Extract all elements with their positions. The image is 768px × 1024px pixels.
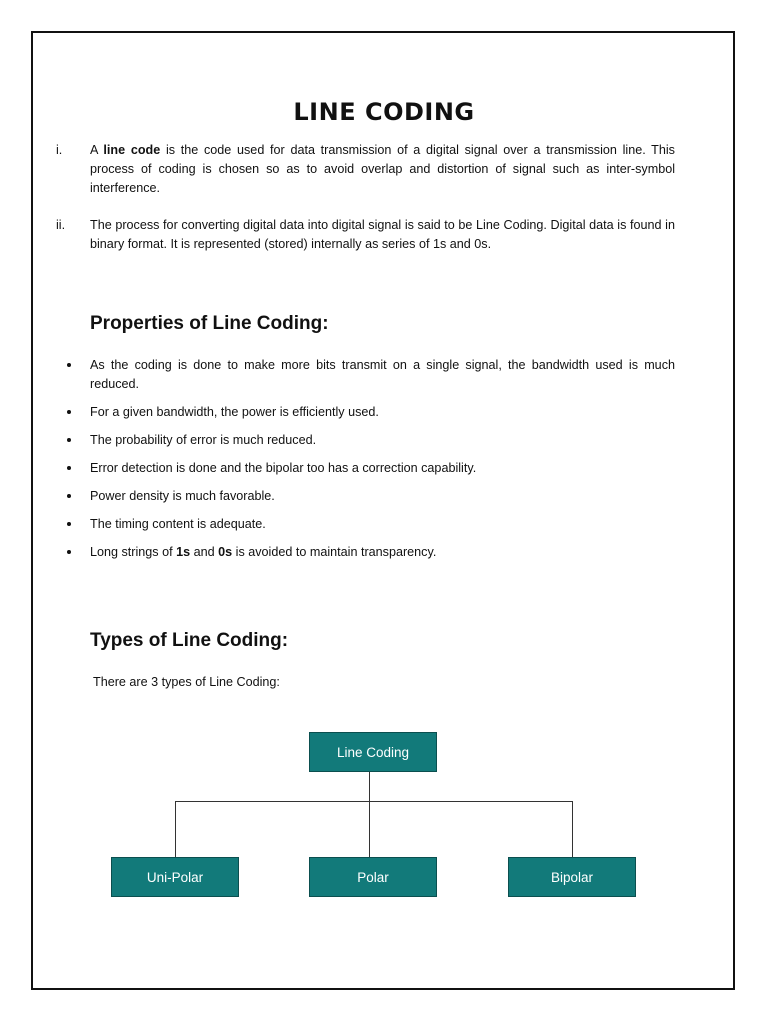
property-item xyxy=(90,459,675,478)
document-title: LINE CODING xyxy=(293,98,475,126)
property-text: Power density is much favorable. xyxy=(90,489,275,503)
properties-heading: Properties of Line Coding: xyxy=(90,313,329,334)
property-item xyxy=(90,403,675,422)
property-item xyxy=(90,543,675,562)
bullet-icon xyxy=(67,363,71,367)
diagram-box-uni-polar: Uni-Polar xyxy=(111,857,239,897)
property-text: Error detection is done and the bipolar too has a correction capability. xyxy=(90,461,477,475)
property-item xyxy=(90,431,675,450)
list-marker: i. xyxy=(56,143,63,157)
connector-horizontal xyxy=(175,801,573,802)
term-0s: 0s xyxy=(218,545,233,559)
property-item xyxy=(90,356,675,394)
diagram-root-box: Line Coding xyxy=(309,732,437,772)
list-marker: ii. xyxy=(56,218,66,232)
property-text: As the coding is done to make more bits transmit on a single signal, the bandwidth used is much reduced. xyxy=(90,358,675,391)
term-1s: 1s xyxy=(176,545,191,559)
bullet-icon xyxy=(67,410,71,414)
property-text: For a given bandwidth, the power is efficiently used. xyxy=(90,405,379,419)
types-intro: There are 3 types of Line Coding: xyxy=(93,675,280,689)
property-text-mid: and xyxy=(190,545,219,559)
connector-root-vertical xyxy=(369,772,370,857)
property-text-pre: Long strings of xyxy=(90,545,177,559)
intro-point-1-pre: A xyxy=(90,143,104,157)
term-line-code: line code xyxy=(103,143,161,157)
bullet-icon xyxy=(67,522,71,526)
bullet-icon xyxy=(67,438,71,442)
property-text: The probability of error is much reduced. xyxy=(90,433,317,447)
bullet-icon xyxy=(67,550,71,554)
intro-point-2 xyxy=(56,216,675,254)
intro-point-1 xyxy=(56,141,675,198)
intro-point-2-text: The process for converting digital data into digital signal is said to be Line Coding. Digital data is found in binary format. It is represented (stored) internally as series of 1s and 0s. xyxy=(90,218,675,251)
property-item xyxy=(90,515,675,534)
diagram-box-bipolar: Bipolar xyxy=(508,857,636,897)
intro-point-1-text: is the code used for data transmission of a digital signal over a transmission line. This process of coding is chosen so as to avoid overlap and distortion of signal such as inter-symbol interference. xyxy=(90,143,675,195)
property-text-post: is avoided to maintain transparency. xyxy=(232,545,437,559)
property-text: The timing content is adequate. xyxy=(90,517,266,531)
bullet-icon xyxy=(67,466,71,470)
property-item xyxy=(90,487,675,506)
diagram-box-polar: Polar xyxy=(309,857,437,897)
types-heading: Types of Line Coding: xyxy=(90,630,289,651)
connector-right xyxy=(572,801,573,857)
bullet-icon xyxy=(67,494,71,498)
connector-left xyxy=(175,801,176,857)
